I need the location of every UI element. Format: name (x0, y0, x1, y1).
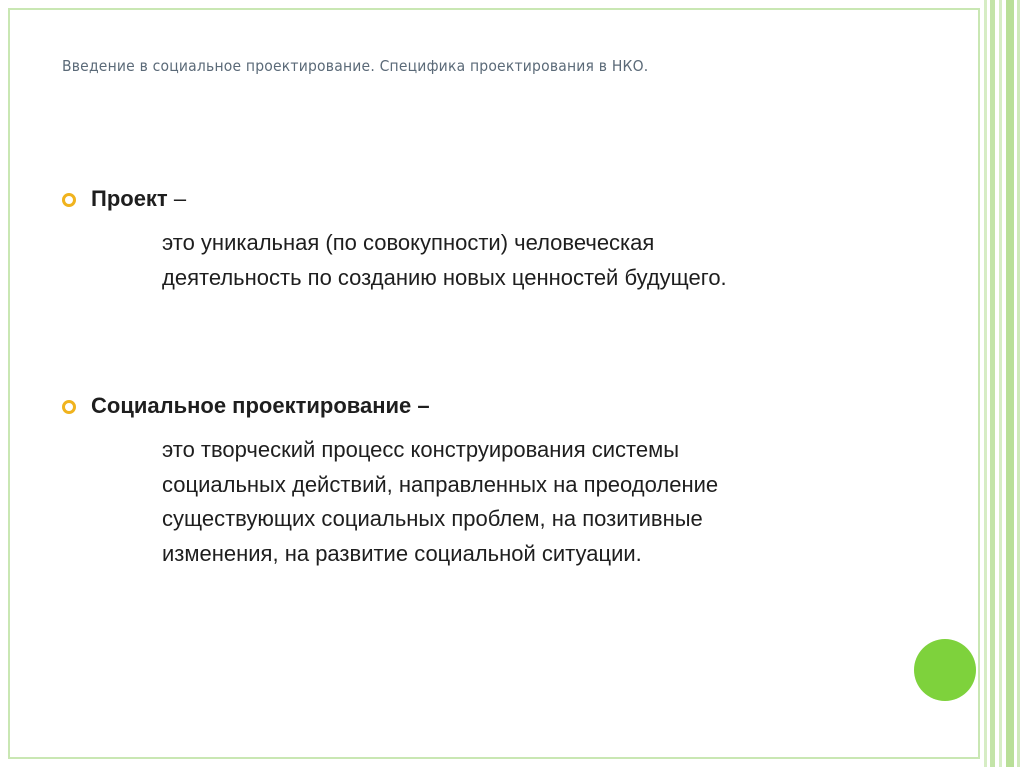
definition-line: существующих социальных проблем, на позитивные (162, 506, 703, 531)
decorative-stripe (999, 0, 1002, 767)
definition-line: изменения, на развитие социальной ситуации. (162, 540, 642, 566)
green-circle-icon (914, 639, 976, 701)
definition-text (162, 226, 882, 295)
definition-line: деятельность по созданию новых ценностей будущего. (162, 264, 727, 290)
definition-text (162, 433, 882, 571)
term-text: Социальное проектирование – (91, 393, 430, 418)
term-label (91, 186, 186, 212)
term-dash: – (167, 186, 187, 211)
definition-line: это уникальная (по совокупности) человеческая (162, 230, 655, 255)
term-label (91, 393, 430, 419)
ring-bullet-icon (62, 400, 76, 414)
decorative-stripe (1017, 0, 1020, 767)
definition-line: это творческий процесс конструирования системы (162, 437, 680, 462)
decorative-stripe (1006, 0, 1014, 767)
decorative-stripe (984, 0, 987, 767)
definition-line: социальных действий, направленных на преодоление (162, 471, 719, 497)
decorative-stripe (990, 0, 995, 767)
term-text: Проект (91, 186, 168, 211)
slide-frame-border (8, 8, 980, 759)
slide-title: Введение в социальное проектирование. Специфика проектирования в НКО. (62, 57, 649, 75)
ring-bullet-icon (62, 193, 76, 207)
